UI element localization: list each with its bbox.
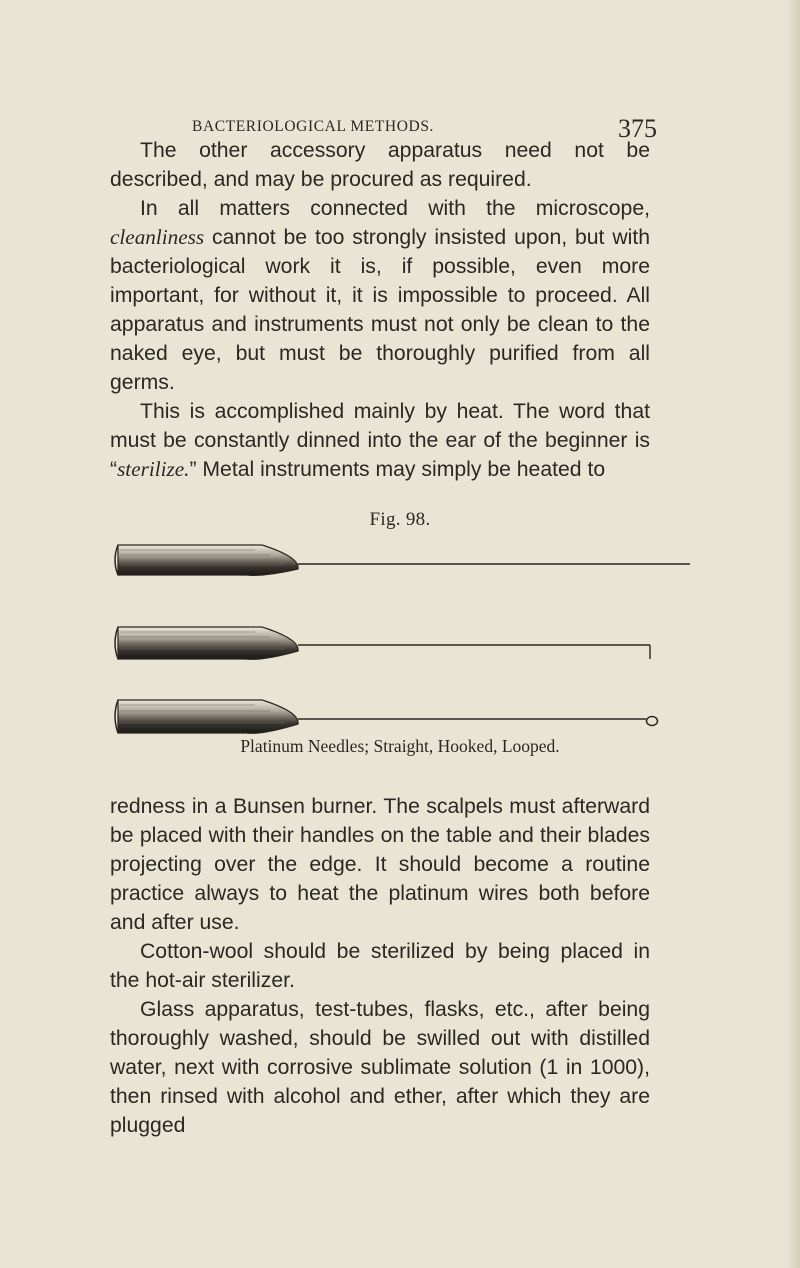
- paragraph-sterilize: [110, 397, 650, 484]
- body-text-top: [110, 136, 650, 484]
- needle-loop: [647, 717, 658, 726]
- straight-needle: [115, 545, 690, 575]
- paragraph-accessory-apparatus: The other accessory apparatus need not be described, and may be procured as required.: [110, 139, 650, 191]
- running-title: BACTERIOLOGICAL METHODS.: [192, 118, 435, 135]
- looped-needle: [115, 700, 658, 733]
- text-run: This is accomplished mainly by heat. The word that must be constantly dinned into the ear of the beginner is “: [110, 400, 650, 481]
- needles-illustration: [0, 505, 800, 775]
- figure-caption: Platinum Needles; Straight, Hooked, Looped.: [240, 736, 560, 756]
- paragraph-redness: redness in a Bunsen burner. The scalpels must afterward be placed with their handles on the table and their blades projecting over the edge. It should become a routine practice always to heat the platinum wires both before and after use.: [110, 795, 650, 934]
- text-run: ” Metal instruments may simply be heated to: [189, 458, 606, 481]
- italic-cleanliness: cleanliness: [110, 225, 205, 249]
- text-run: In all matters connected with the microscope,: [140, 197, 650, 220]
- paragraph-cleanliness: [110, 194, 650, 397]
- page-number: 375: [618, 114, 657, 143]
- hooked-needle: [115, 627, 650, 659]
- paragraph-cotton-wool: Cotton-wool should be sterilized by being placed in the hot-air sterilizer.: [110, 940, 650, 992]
- figure-label: Fig. 98.: [369, 509, 431, 530]
- italic-sterilize: sterilize.: [117, 457, 190, 481]
- paragraph-glass-apparatus: Glass apparatus, test-tubes, flasks, etc., after being thoroughly washed, should be swilled out with distilled water, next with corrosive sublimate solution (1 in 1000), then rinsed with alcohol and ether, after which they are plugged: [110, 998, 650, 1137]
- body-text-bottom: [110, 792, 650, 1140]
- text-run: cannot be too strongly insisted upon, but with bacteriological work it is, if possible, even more important, for without it, it is impossible to proceed. All apparatus and instruments must not only be clean to the naked eye, but must be thoroughly purified from all germs.: [110, 226, 650, 394]
- figure-platinum-needles: [0, 505, 800, 775]
